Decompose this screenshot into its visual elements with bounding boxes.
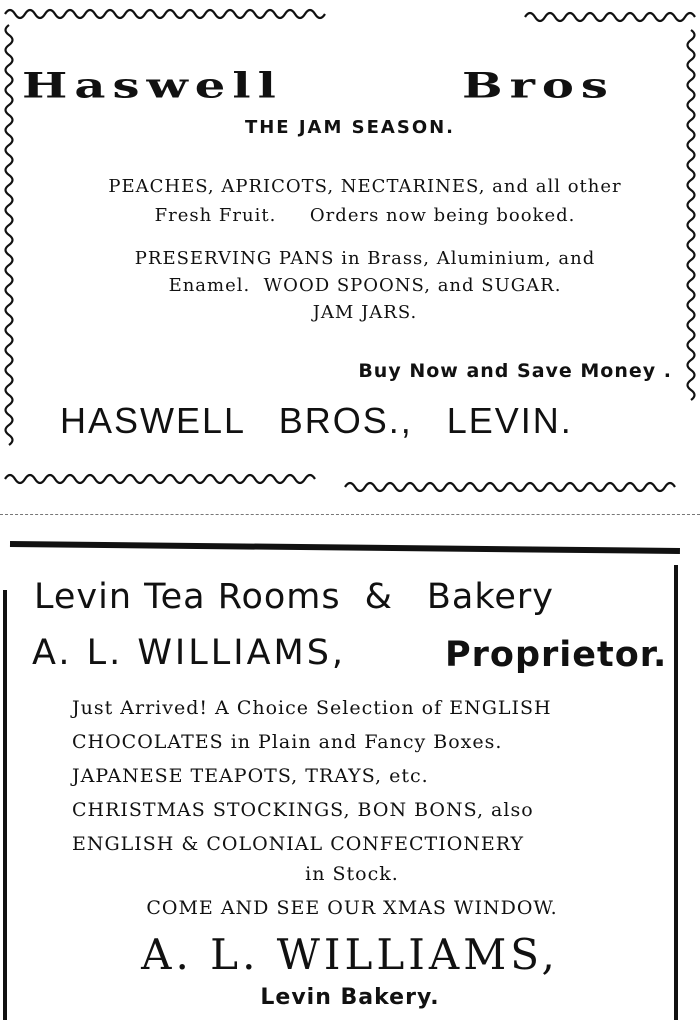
body-line: CHRISTMAS STOCKINGS, BON BONS, also <box>72 799 534 821</box>
proprietor-name: A. L. WILLIAMS, <box>32 633 347 673</box>
title-bakery: Bakery <box>426 577 555 617</box>
wavy-border-bottom <box>0 465 700 500</box>
xmas-window-line: COME AND SEE OUR XMAS WINDOW. <box>146 897 558 919</box>
preserving-pans-paragraph <box>65 245 665 326</box>
fresh-fruit-paragraph <box>50 172 680 230</box>
body-line: JAPANESE TEAPOTS, TRAYS, etc. <box>72 765 429 787</box>
jam-season-heading: THE JAM SEASON. <box>244 117 456 138</box>
wavy-border-right <box>682 25 700 415</box>
levin-bakery-label: Levin Bakery. <box>260 985 440 1010</box>
proprietor-line <box>32 633 672 673</box>
brand-name: Haswell <box>22 65 283 107</box>
williams-advertisement <box>0 535 700 1020</box>
wavy-border-left <box>0 20 20 470</box>
title-ampersand: & <box>364 577 393 617</box>
wavy-border-top <box>0 0 700 30</box>
body-line: ENGLISH & COLONIAL CONFECTIONERY <box>72 833 525 855</box>
fruit-line: PEACHES, APRICOTS, NECTARINES, and all other <box>108 176 622 197</box>
pans-line: PRESERVING PANS in Brass, Aluminium, and <box>134 248 596 269</box>
buy-now-slogan: Buy Now and Save Money . <box>358 360 672 382</box>
williams-signature: A. L. WILLIAMS, <box>141 930 559 979</box>
fruit-line: Fresh Fruit. Orders now being booked. <box>154 205 576 226</box>
pans-line: JAM JARS. <box>312 302 418 323</box>
tea-rooms-title <box>34 577 654 617</box>
body-line: CHOCOLATES in Plain and Fancy Boxes. <box>72 731 503 753</box>
haswell-signature: HASWELL BROS., LEVIN. <box>60 400 573 441</box>
brand-suffix: Bros <box>462 65 615 107</box>
column-divider <box>0 514 700 515</box>
pans-line: Enamel. WOOD SPOONS, and SUGAR. <box>168 275 562 296</box>
proprietor-label: Proprietor. <box>445 635 668 675</box>
haswell-brand-heading <box>22 64 682 107</box>
haswell-advertisement <box>0 0 700 505</box>
title-tea-rooms: Levin Tea Rooms <box>34 577 341 617</box>
in-stock-line: in Stock. <box>305 863 399 885</box>
frame-top-rule <box>10 541 680 554</box>
body-line: Just Arrived! A Choice Selection of ENGLISH <box>72 697 552 719</box>
williams-body <box>72 691 632 925</box>
